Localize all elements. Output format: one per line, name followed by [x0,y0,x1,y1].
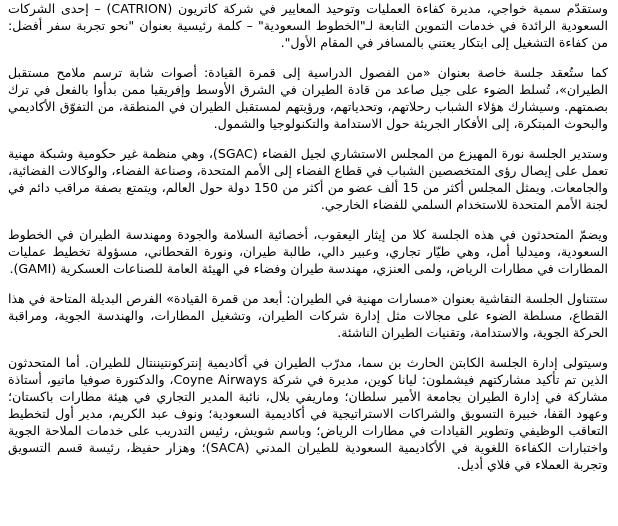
paragraph-session-speakers [8,226,608,277]
article-body [8,0,608,486]
paragraph-career-paths-text: ستتناول الجلسة النقاشية بعنوان «مسارات مهنية في الطيران: أبعد من قمرة القيادة» الفرص البديلة المتاحة في هذا القطاع، مسلطة الضوء على مجالات مثل إدارة شركات الطيران، وتشغيل المطارات، والهندسة الجوية، ومراقبة الحركة الجوية، والاستدامة، وتقنيات الطيران الناشئة. [8,291,608,340]
paragraph-young-voices-session [8,64,608,132]
paragraph-panel-speakers-text: وسيتولى إدارة الجلسة الكابتن الحارث بن سما، مدرّب الطيران في أكاديمية إنتركونتيننتال للطيران. أما المتحدثون الذين تم تأكيد مشاركتهم فيشملون: ليانا كوين، مديرة في شركة Coyne Airways، والدكتورة صوفيا ماتيو، أستاذة مشاركة في إدارة الطيران بجامعة الأمير سلطان؛ وماريفي بلال، نائبة المدير التجاري في هيئة مطارات باكستان؛ وعهود القفا، خبيرة التسويق والشراكات الاستراتيجية في أكاديمية السعودية؛ ونوف عبد الكريم، مدير أول لتخطيط التعاقب الوظيفي وتطوير القيادات في مطارات الرياض؛ وباسم شويش، رئيس التدريب على خدمات الملاحة الجوية واختبارات الكفاءة اللغوية في الأكاديمية السعودية للطيران المدني (SACA)؛ وهزار حفيظ، رئيسة قسم التسويق وتجربة العملاء في فلاي أديل. [8,355,608,472]
paragraph-career-paths-panel [8,290,608,341]
paragraph-keynote-text: وستقدّم سمية خواجي، مديرة كفاءة العمليات وتوحيد المعايير في شركة كاتريون (CATRION) – إحدى الشركات السعودية الرائدة في خدمات التموين التابعة لـ"الخطوط السعودية" – كلمة رئيسية بعنوان "نحو تجربة سفر أفضل: من كفاءة التشغيل إلى ابتكار يعتني بالمسافر في المقام الأول". [8,1,608,50]
paragraph-sgac-text: وستدير الجلسة نورة المهيزع من المجلس الاستشاري لجيل الفضاء (SGAC)، وهي منظمة غير حكومية وشبكة مهنية تعمل على إيصال رؤى المتخصصين الشباب في قطاع الفضاء إلى الأمم المتحدة، وصناعة الفضاء، والوكالات الفضائية، والجامعات. ويمثل المجلس أكثر من 15 ألف عضو من أكثر من 150 دولة حول العالم، ويتمتع بصفة مراقب دائم في لجنة الأمم المتحدة للاستخدام السلمي للفضاء الخارجي. [8,146,609,212]
paragraph-panel-speakers [8,354,608,473]
paragraph-speakers-text: ويضمّ المتحدثون في هذه الجلسة كلا من إيثار اليعقوب، أخصائية السلامة والجودة ومهندسة الطيران في الخطوط السعودية، وميدليا أمل، وهي طيّار تجاري، وعبير دالي، طالبة طيران، ونورة القحطاني، مسؤولة تخطيط عمليات المطارات في مطارات الرياض، ولمى العنزي، مهندسة طيران وفضاء في الهيئة العامة للصناعات العسكرية (GAMI). [8,227,608,276]
paragraph-young-voices-text: كما ستُعقد جلسة خاصة بعنوان «من الفصول الدراسية إلى قمرة القيادة: أصوات شابة ترسم ملامح مستقبل الطيران»، تُسلط الضوء على جيل صاعد من قادة الطيران في الشرق الأوسط وإفريقيا ممن بدأوا بالفعل في ترك بصمتهم. وسيشارك هؤلاء الشباب رحلاتهم، وتحدياتهم، ورؤيتهم لمستقبل الطيران في المنطقة، من التفوّق الأكاديمي والبحوث المبتكرة، إلى الأفكار الجريئة حول الاستدامة والتكنولوجيا والشمول. [8,65,608,131]
paragraph-keynote [8,0,608,51]
paragraph-sgac-moderator [8,145,608,213]
